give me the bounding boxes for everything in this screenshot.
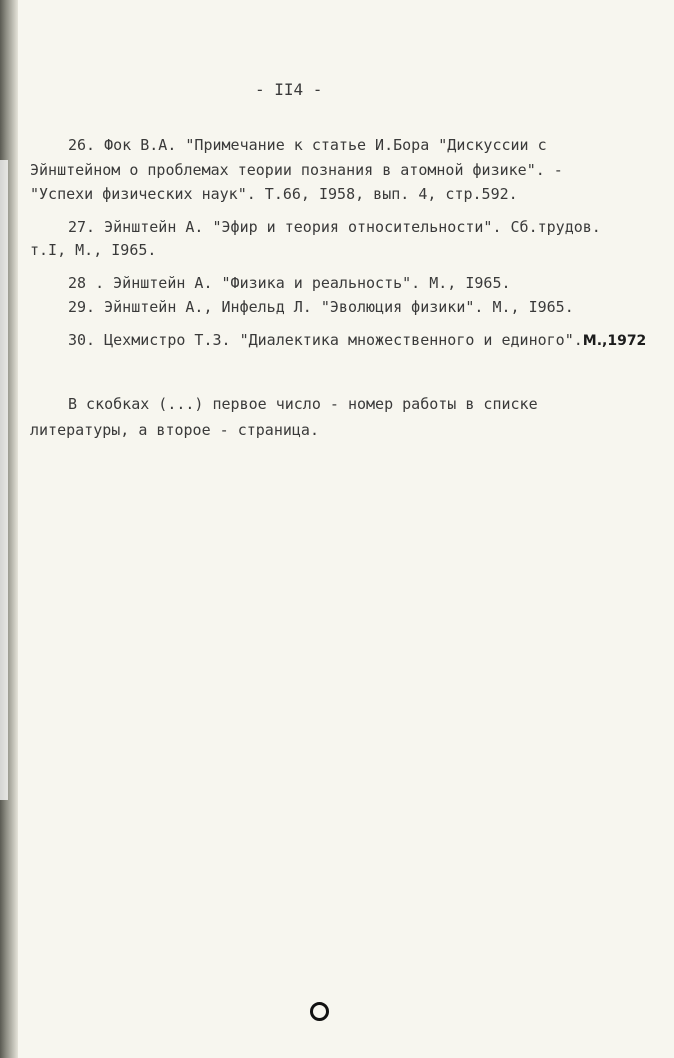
ref-27-line-2: т.I, М., I965. (30, 241, 157, 259)
ref-26-line-2: Эйнштейном о проблемах теории познания в атомной физике". - (30, 161, 563, 179)
ref-26-line-1: 26. Фок В.А. "Примечание к статье И.Бора "Дискуссии с (68, 136, 547, 154)
binding-highlight (0, 160, 8, 800)
ref-30-line-1 (68, 331, 646, 349)
ref-26-line-3: "Успехи физических наук". Т.66, I958, вып. 4, стр.592. (30, 185, 518, 203)
ref-29-line-1: 29. Эйнштейн А., Инфельд Л. "Эволюция физики". М., I965. (68, 298, 574, 316)
ref-28-line-1: 28 . Эйнштейн А. "Физика и реальность". М., I965. (68, 274, 511, 292)
circle-mark (310, 1002, 329, 1021)
page-number: - II4 - (255, 80, 323, 99)
ref-27-line-1: 27. Эйнштейн А. "Эфир и теория относительности". Сб.трудов. (68, 218, 601, 236)
note-line-2: литературы, а второе - страница. (30, 421, 319, 439)
ref-30-handwritten-date: М.,1972 (582, 333, 647, 349)
ref-30-typed-text: 30. Цехмистро Т.З. "Диалектика множественного и единого". (68, 331, 583, 349)
note-line-1: В скобках (...) первое число - номер работы в списке (68, 395, 538, 413)
